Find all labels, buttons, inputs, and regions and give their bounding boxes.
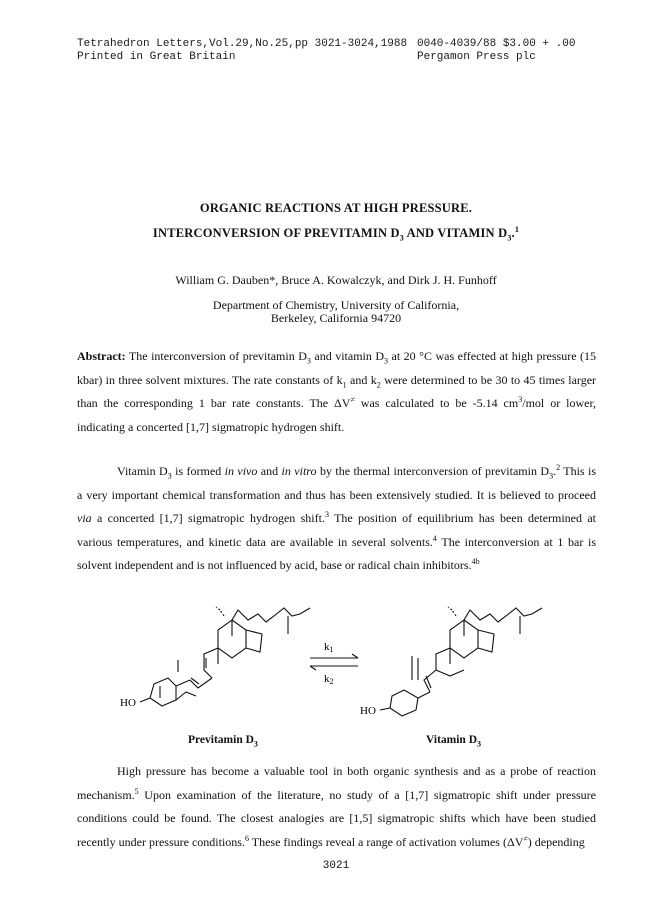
authors: William G. Dauben*, Bruce A. Kowalczyk, and Dirk J. H. Funhoff [175,273,497,287]
affiliation-line1: Department of Chemistry, University of California, [212,298,460,312]
paper-title-line2: INTERCONVERSION OF PREVITAMIN $D_3$ AND VITAMIN $D_3.^1$ [152,224,520,243]
abstract-label: Abstract: [77,349,126,363]
hydroxyl-label-right: HO [360,705,376,717]
paper-title-line1: ORGANIC REACTIONS AT HIGH PRESSURE. [199,201,473,215]
publisher: Pergamon Press plc [417,51,536,63]
journal-citation: Tetrahedron Letters,Vol.29,No.25,pp 3021-3024,1988 [77,38,408,50]
caption-previtamin-d3: Previtamin $D_3$ [188,734,258,749]
page-number: 3021 [322,860,350,872]
vitamin-d3-structure [380,607,542,716]
reaction-scheme-drawing [0,600,672,730]
body-paragraph-1: Vitamin $D_3$ is formed in vivo and in vitro by the thermal interconversion of previtamin $D_3.^2$ This is a very important chemical transformation and thus has been extensively studied. It is believed to proceed via a concerted [1,7] sigmatropic hydrogen shift.$^3$ The position of equilibrium has been determined at various temperatures, and kinetic data are available in several solvents.$^4$ The interconversion at 1 bar is solvent independent and is not influenced by acid, base or radical chain inhibitors.$^{4b}$ [77,463,597,572]
body-paragraph-2: High pressure has become a valuable tool in both organic synthesis and as a probe of reaction mechanism.$^5$ Upon examination of the literature, no study of a [1,7] sigmatropic shift under pressure conditions could be found. The closest analogies are [1,5] sigmatropic shifts which have been studied recently under pressure conditions.$^6$ These findings reveal a range of activation volumes (ΔV≠) depending [77,764,596,849]
hydroxyl-label-left: HO [120,697,136,709]
printed-in: Printed in Great Britain [77,51,236,63]
previtamin-d3-structure [140,607,310,706]
reaction-scheme [0,600,672,730]
issn-price: 0040-4039/88 $3.00 + .00 [417,38,576,50]
equilibrium-arrows [310,654,358,670]
k1-label: k1 [324,641,334,654]
caption-vitamin-d3: Vitamin $D_3$ [426,734,482,749]
k2-label: k2 [324,673,334,686]
affiliation-line2: Berkeley, California 94720 [270,311,402,325]
abstract: Abstract: The interconversion of previtamin $D_3$ and vitamin $D_3$ at 20 °C was effected at high pressure (15 kbar) in three solvent mixtures. The rate constants of $k_1$ and $k_2$ were determined to be 30 to 45 times larger than the corresponding 1 bar rate constants. The ΔV≠ was calculated to be -5.14 $cm^3$/mol or lower, indicating a concerted [1,7] sigmatropic hydrogen shift. [77,349,597,434]
